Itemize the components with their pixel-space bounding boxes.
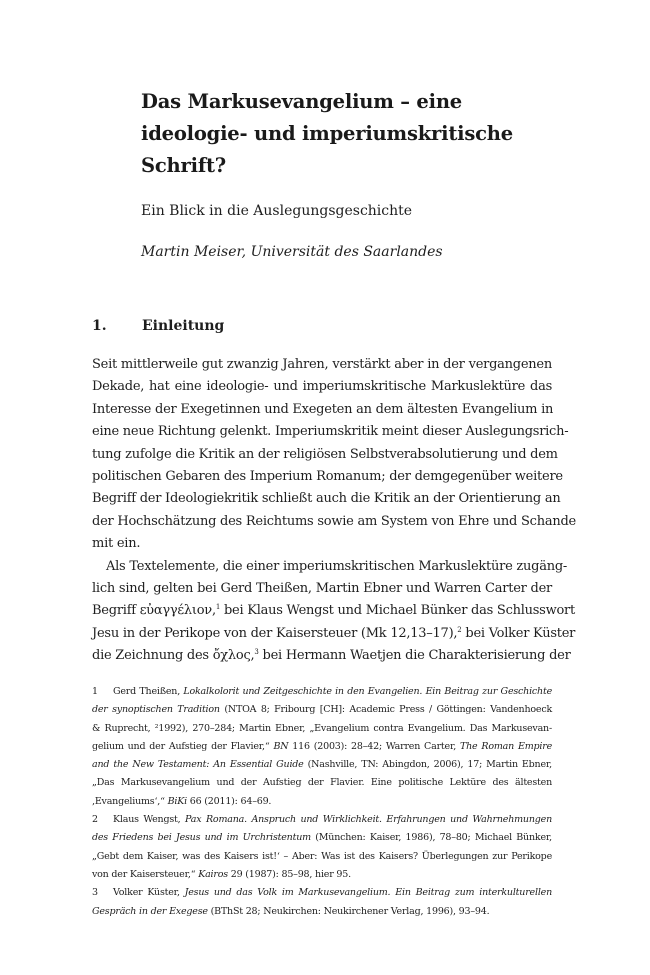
footnote-text: Volker Küster, — [113, 887, 185, 899]
chapter-title-line: ideologie- und imperiumskritische — [141, 122, 513, 145]
footnote-text: „Das Markusevangelium und der Aufstieg der Flavier. Eine politische Lektüre des ältesten — [92, 777, 552, 789]
body-text-segment: bei Klaus Wengst und Michael Bünker das Schlusswort — [220, 603, 575, 619]
body-line: lich sind, gelten bei Gerd Theißen, Martin Ebner und Warren Carter der — [92, 581, 552, 597]
footnote-text: 66 (2011): 64–69. — [186, 795, 272, 807]
footnote-number: 1 — [92, 686, 98, 697]
body-line: der Hochschätzung des Reichtums sowie am System von Ehre und Schande — [92, 513, 576, 529]
chapter-title-line: Schrift? — [141, 154, 227, 177]
footnote-italic: Gespräch in der Exegese — [92, 905, 208, 917]
body-text — [92, 354, 576, 668]
footnote-line — [92, 683, 552, 701]
body-text-segment: Jesu in der Perikope von der Kaisersteuer (Mk 12,13–17), — [92, 625, 458, 641]
body-line: Begriff der Ideologiekritik schließt auch die Kritik an der Orientierung an — [92, 491, 561, 507]
footnote-italic: Lokalkolorit und Zeitgeschichte in den Evangelien. Ein Beitrag zur Geschichte — [183, 686, 552, 697]
footnote-italic: Jesus und das Volk im Markusevangelium. Ein Beitrag zum interkulturellen — [184, 887, 552, 899]
footnote-line — [92, 829, 552, 847]
chapter-title-line: Das Markusevangelium – eine — [141, 90, 463, 113]
body-line: mit ein. — [92, 536, 141, 552]
section-title: Einleitung — [142, 318, 225, 334]
footnote-text: (NTOA 8; Fribourg [CH]: Academic Press / Göttingen: Vandenhoeck — [219, 704, 552, 716]
footnote-text: von der Kaisersteuer,“ — [92, 868, 199, 880]
footnote-text: gelium und der Aufstieg der Flavier,“ — [92, 740, 274, 752]
footnote-text: (München: Kaiser, 1986), 78–80; Michael Bünker, — [310, 832, 552, 844]
footnote-text: „Gebt dem Kaiser, was des Kaisers ist!‘ – Aber: Was ist des Kaisers? Überlegungen zur Perikope — [92, 850, 552, 862]
footnote-line — [92, 866, 552, 884]
body-line — [92, 645, 571, 667]
section-heading — [92, 315, 552, 337]
footnote-line — [92, 884, 552, 902]
footnote-line — [92, 720, 552, 738]
author-affiliation: Martin Meiser, Universität des Saarlandes — [141, 244, 443, 260]
body-line: Dekade, hat eine ideologie- und imperiumskritische Markuslektüre das — [92, 379, 552, 395]
footnote-text: 116 (2003): 28–42; Warren Carter, — [288, 740, 460, 752]
footnote-ref-1[interactable]: 1 — [215, 603, 221, 612]
body-line: Als Textelemente, die einer imperiumskritischen Markuslektüre zugäng- — [106, 558, 568, 574]
footnote-line — [92, 793, 552, 811]
footnote-line — [92, 903, 552, 921]
footnote-number: 2 — [92, 814, 98, 826]
body-line — [92, 600, 575, 622]
footnote-italic: BiKi — [167, 795, 187, 807]
footnote-italic: and the New Testament: An Essential Guide — [92, 759, 304, 771]
chapter-title — [141, 86, 581, 182]
footnote-text: Klaus Wengst, — [113, 814, 186, 826]
footnote-text: (BThSt 28; Neukirchen: Neukirchener Verlag, 1996), 93–94. — [207, 905, 490, 917]
footnote-line — [92, 774, 552, 792]
footnote-line — [92, 811, 552, 829]
footnote-italic: des Friedens bei Jesus und im Urchristentum — [92, 832, 311, 844]
body-line: tung zufolge die Kritik an der religiösen Selbstverabsolutierung und dem — [92, 446, 558, 462]
footnote-italic: The Roman Empire — [460, 740, 553, 752]
body-line: Seit mittlerweile gut zwanzig Jahren, verstärkt aber in der vergangenen — [92, 357, 552, 372]
footnote-italic: der synoptischen Tradition — [92, 704, 220, 716]
footnote-text: & Ruprecht, ²1992), 270–284; Martin Ebner, „Evangelium contra Evangelium. Das Markusevan- — [92, 722, 552, 734]
footnote-text: ‚Evangeliums‘,“ — [92, 795, 168, 807]
body-line — [92, 623, 576, 645]
body-text-segment: bei Volker Küster — [461, 625, 576, 641]
footnote-text: (Nashville, TN: Abingdon, 2006), 17; Martin Ebner, — [303, 759, 552, 771]
footnote-text: 29 (1987): 85–98, hier 95. — [227, 868, 351, 880]
footnote-italic: Pax Romana. Anspruch und Wirklichkeit. Erfahrungen und Wahrnehmungen — [185, 814, 552, 826]
footnote-italic: Kairos — [198, 868, 228, 880]
chapter-subtitle: Ein Blick in die Auslegungsgeschichte — [141, 203, 413, 219]
footnote-text: Gerd Theißen, — [113, 686, 184, 697]
footnote-number: 3 — [92, 887, 98, 899]
body-line: politischen Gebaren des Imperium Romanum; der demgegenüber weitere — [92, 469, 563, 485]
body-text-segment: bei Hermann Waetjen die Charakterisierung der — [258, 648, 571, 664]
footnote-line — [92, 756, 552, 774]
body-line: eine neue Richtung gelenkt. Imperiumskritik meint dieser Auslegungsrich- — [92, 424, 569, 440]
body-line: Interesse der Exegetinnen und Exegeten an dem ältesten Evangelium in — [92, 401, 554, 417]
footnote-ref-2[interactable]: 2 — [457, 625, 462, 634]
section-number: 1. — [92, 318, 107, 334]
footnote-italic: BN — [273, 740, 289, 752]
footnote-ref-3[interactable]: 3 — [254, 648, 259, 657]
body-text-segment: die Zeichnung des ὄχλος, — [92, 648, 255, 664]
body-text-segment: Begriff εὐαγγέλιον, — [92, 603, 216, 619]
footnote-line — [92, 701, 552, 719]
footnote-line — [92, 848, 552, 866]
footnotes — [92, 683, 552, 921]
footnote-line — [92, 738, 552, 756]
